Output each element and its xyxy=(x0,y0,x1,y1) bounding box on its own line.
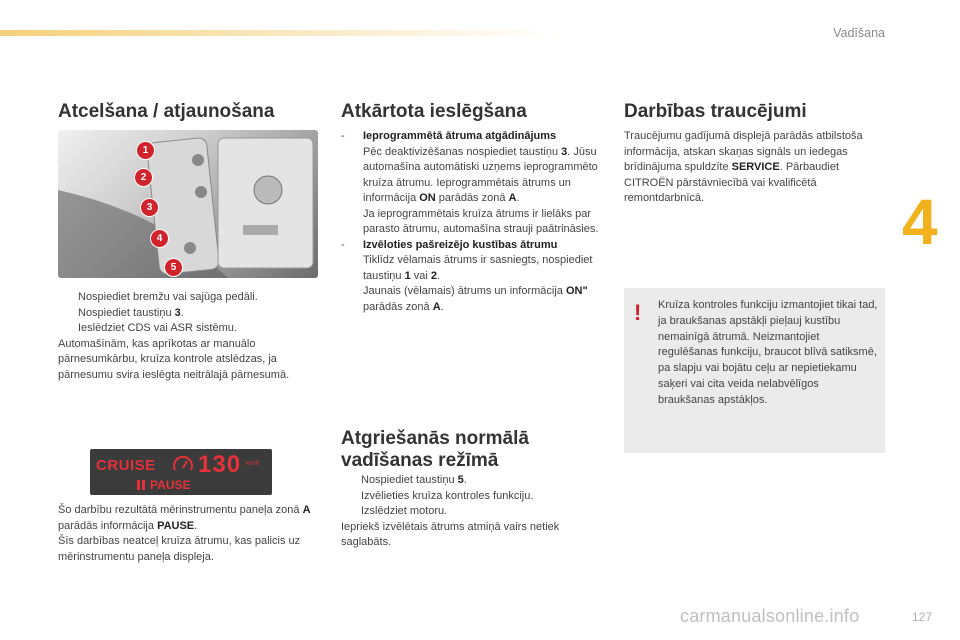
bullet-icon xyxy=(341,489,361,505)
warning-text: Kruīza kontroles funkciju izmantojiet tikai tad, ja braukšanas apstākļi pieļauj kustību nemainīgā ātrumā. Neizmantojiet regulēšanas funkciju, braucot blīvā satiksmē, pa slapju vai bojātu ceļu ar nepietiekamu saķeri vai cita veida nelabvēlīgos braukšanas apstākļos. xyxy=(658,299,878,406)
callout-2: 2 xyxy=(134,168,153,187)
display-pause: PAUSE xyxy=(150,478,191,492)
warning-icon: ! xyxy=(634,300,642,325)
bullet-icon xyxy=(58,306,78,322)
section-label: Vadīšana xyxy=(833,26,885,40)
col1-text-bottom xyxy=(58,503,323,565)
display-unit: km/h xyxy=(246,461,260,467)
warning-box xyxy=(624,288,885,453)
col2-subtitle: Atgriešanās normālā vadīšanas režīmā xyxy=(341,428,529,471)
bullet-icon xyxy=(58,321,78,337)
header-accent-bar xyxy=(0,30,560,36)
col2-text xyxy=(341,129,606,315)
col3-title: Darbības traucējumi xyxy=(624,101,807,122)
callout-5: 5 xyxy=(164,258,183,277)
paragraph: Šīs darbības neatceļ kruīza ātrumu, kas palicis uz mērinstrumentu paneļa displeja. xyxy=(58,535,301,563)
list-item: Ieslēdziet CDS vai ASR sistēmu. xyxy=(58,321,323,337)
speedometer-icon xyxy=(172,454,194,474)
display-speed: 130 xyxy=(198,451,242,478)
list-item: Nospiediet bremžu vai sajūga pedāli. xyxy=(58,290,323,306)
list-item: - Ieprogrammētā ātruma atgādinājums Pēc deaktivizēšanas nospiediet taustiņu 3. Jūsu automašīna automātiski uzņems ieprogrammēto kruīza ātrumu. Ieprogrammētais ātrums un informācija ON parādās zonā A. Ja ieprogrammētais kruīza ātrums ir lielāks par parasto ātrumu, automašīna strauji paātrināsies. xyxy=(341,129,606,238)
dash-marker: - xyxy=(341,238,345,251)
pause-icon xyxy=(136,480,146,490)
list-item: - Izvēloties pašreizējo kustības ātrumu Tiklīdz vēlamais ātrums ir sasniegts, nospiediet taustiņu 1 vai 2. Jaunais (vēlamais) ātrums un informācija ON" parādās zonā A. xyxy=(341,238,606,316)
callout-1: 1 xyxy=(136,141,155,160)
chapter-number: 4 xyxy=(902,186,938,258)
col2-text-bottom xyxy=(341,473,606,551)
bullet-icon xyxy=(341,504,361,520)
paragraph: Traucējumu gadījumā displejā parādās atbilstoša informācija, atskan skaņas signāls un iedegas brīdinājuma spuldzīte SERVICE. Pārbaudiet CITROËN pārstāvniecībā vai kvalificētā remontdarbnīcā. xyxy=(624,130,863,204)
bullet-icon xyxy=(341,473,361,489)
page-number: 127 xyxy=(912,610,933,624)
paragraph: Automašīnām, kas aprīkotas ar manuālo pārnesumkārbu, kruīza kontrole atslēdzas, ja pārnesumu svira ieslēgta neitrālajā pārnesumā. xyxy=(58,337,290,381)
callout-3: 3 xyxy=(140,198,159,217)
list-item: Nospiediet taustiņu 5. xyxy=(341,473,606,489)
display-cruise-text: CRUISE xyxy=(96,457,156,474)
callout-4: 4 xyxy=(150,229,169,248)
bullet-icon xyxy=(58,290,78,306)
instrument-display xyxy=(90,449,272,495)
dash-marker: - xyxy=(341,130,345,142)
list-item: Nospiediet taustiņu 3. xyxy=(58,306,323,322)
list-item: Izslēdziet motoru. xyxy=(341,504,606,520)
list-item: Izvēlieties kruīza kontroles funkciju. xyxy=(341,489,606,505)
col1-text xyxy=(58,290,323,383)
watermark: carmanualsonline.info xyxy=(680,606,860,626)
paragraph: Šo darbību rezultātā mērinstrumentu paneļa zonā A parādās informācija PAUSE. xyxy=(58,504,311,532)
col3-text xyxy=(624,129,886,207)
steering-stalk-illustration xyxy=(58,130,318,278)
steering-controls-photo xyxy=(58,130,318,278)
paragraph: Iepriekš izvēlētais ātrums atmiņā vairs netiek saglabāts. xyxy=(341,520,560,548)
col1-title: Atcelšana / atjaunošana xyxy=(58,101,275,122)
col2-title: Atkārtota ieslēgšana xyxy=(341,101,527,122)
